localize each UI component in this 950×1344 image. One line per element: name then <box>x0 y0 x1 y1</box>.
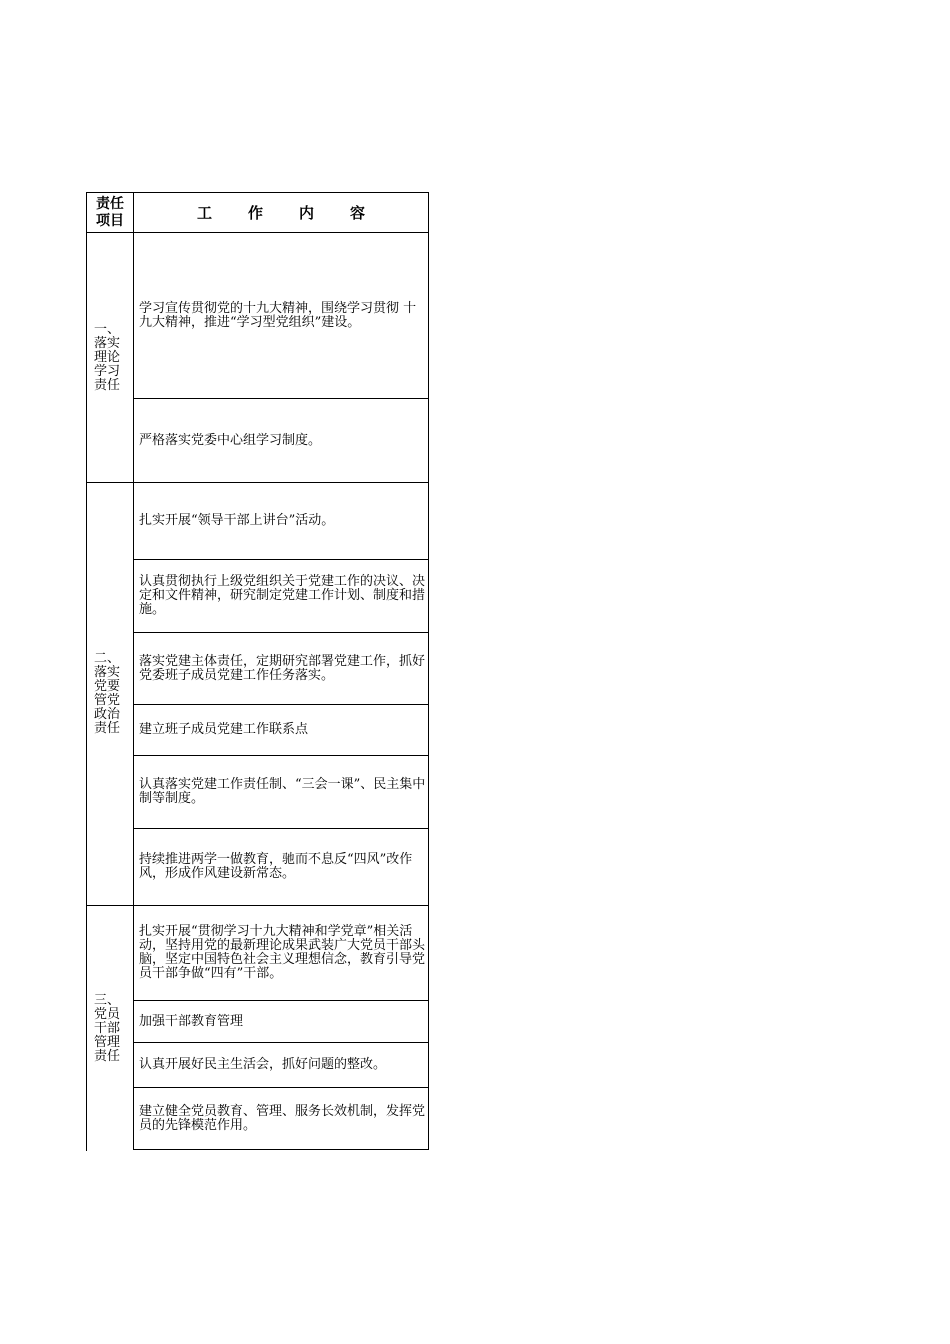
section-1-item-2: 严格落实党委中心组学习制度。 <box>139 432 322 448</box>
section-3-category-cell <box>87 906 133 1151</box>
section-3-item-3: 认真开展好民主生活会，抓好问题的整改。 <box>139 1057 387 1072</box>
section-1-item-1: 学习宣传贯彻党的十九大精神，围绕学习贯彻 十九大精神，推进“学习型党组织”建设。 <box>139 300 417 330</box>
section-2-item-5: 认真落实党建工作责任制、“三会一课”、民主集中制等制度。 <box>139 777 426 806</box>
section-2-item-4: 建立班子成员党建工作联系点 <box>139 722 309 737</box>
header-content-label: 工作内容 <box>196 204 401 222</box>
section-2-item-1: 扎实开展“领导干部上讲台”活动。 <box>139 513 335 528</box>
section-1-category: 一、落实理论学习责任 <box>94 321 121 393</box>
section-2-category-cell <box>87 483 133 905</box>
section-3-item-2: 加强干部教育管理 <box>139 1013 244 1029</box>
header-category-label: 责任项目 <box>96 195 124 229</box>
section-2-item-2: 认真贯彻执行上级党组织关于党建工作的决议、决定和文件精神，研究制定党建工作计划、制度和措施。 <box>139 574 426 617</box>
table-border-right <box>428 192 429 1150</box>
header-category-cell <box>87 193 133 232</box>
table-border-bottom <box>133 1149 429 1150</box>
section-3-category: 三、党员干部管理责任 <box>94 992 121 1064</box>
section-2-item-6: 持续推进两学一做教育，驰而不息反“四风”改作风，形成作风建设新常态。 <box>139 852 413 881</box>
section-1-category-cell <box>87 233 133 482</box>
section-3-item-4: 建立健全党员教育、管理、服务长效机制，发挥党员的先锋模范作用。 <box>139 1103 426 1133</box>
section-3-item-1: 扎实开展“贯彻学习十九大精神和学党章”相关活动，坚持用党的最新理论成果武装广大党员干部头脑，坚定中国特色社会主义理想信念，教育引导党员干部争做“四有”干部。 <box>139 924 426 981</box>
section-2-category: 二、落实党要管党政治责任 <box>94 651 121 736</box>
header-content-cell <box>134 193 428 232</box>
section-2-item-3: 落实党建主体责任，定期研究部署党建工作，抓好党委班子成员党建工作任务落实。 <box>139 653 426 683</box>
